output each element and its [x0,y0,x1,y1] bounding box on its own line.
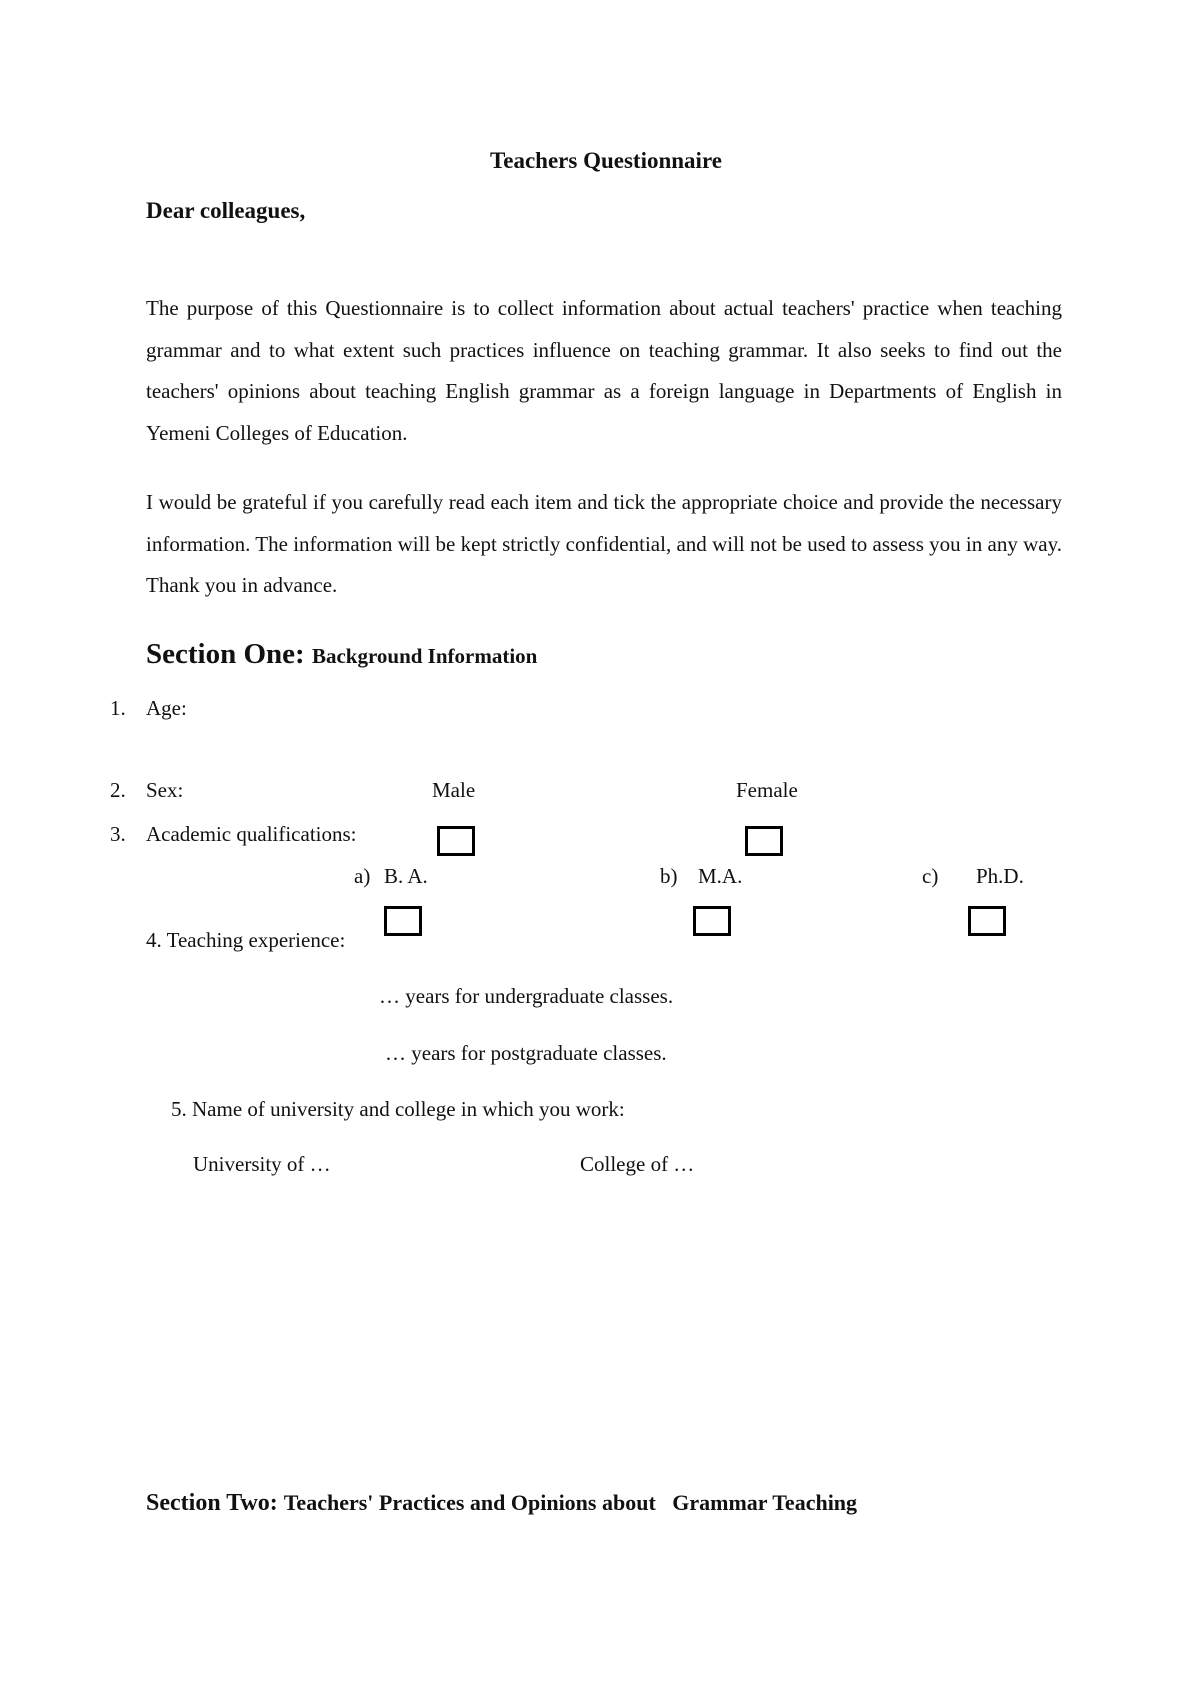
q1-age-label: Age: [146,696,187,720]
document-title: Teachers Questionnaire [490,148,722,173]
q5-university-label: 5. Name of university and college in which you work: [171,1097,625,1121]
section-one-label: Section One: [146,638,305,670]
ba-checkbox[interactable] [384,906,422,936]
intro-paragraph: The purpose of this Questionnaire is to collect information about actual teachers' practice when teaching grammar and to what extent such practices influence on teaching grammar. It also seeks to find out the teachers' opinions about teaching English grammar as a foreign language in Departments of English in Yemeni Colleges of Education. [146,296,1062,445]
undergrad-years-field[interactable]: … years for undergraduate classes. [379,984,674,1008]
q2-number: 2. [110,778,126,802]
option-phd-label: Ph.D. [976,864,1024,888]
female-checkbox[interactable] [745,826,783,856]
college-field[interactable]: College of … [580,1152,695,1176]
option-ba-label: B. A. [384,864,428,888]
option-b-letter: b) [660,864,678,888]
postgrad-years-field[interactable]: … years for postgraduate classes. [385,1041,667,1065]
section-two-subheading: Teachers' Practices and Opinions about Grammar Teaching [283,1490,858,1515]
q1-number: 1. [110,696,126,720]
sex-option-female: Female [736,778,798,802]
section-one-heading [146,638,537,671]
ma-checkbox[interactable] [693,906,731,936]
q2-sex-label: Sex: [146,778,184,802]
section-one-subheading: Background Information [311,644,538,668]
university-field[interactable]: University of … [193,1152,331,1176]
phd-checkbox[interactable] [968,906,1006,936]
q4-experience-label: 4. Teaching experience: [146,928,346,952]
option-a-letter: a) [354,864,371,888]
sex-option-male: Male [432,778,476,802]
male-checkbox[interactable] [437,826,475,856]
section-two-heading [146,1490,857,1517]
q3-qualifications-label: Academic qualifications: [146,822,357,846]
request-paragraph: I would be grateful if you carefully read each item and tick the appropriate choice and provide the necessary information. The information will be kept strictly confidential, and will not be used to assess you in any way. Thank you in advance. [146,490,1062,597]
section-two-label: Section Two: [146,1490,278,1516]
q3-number: 3. [110,822,126,846]
greeting: Dear colleagues, [146,198,306,223]
option-c-letter: c) [922,864,939,888]
option-ma-label: M.A. [698,864,743,888]
